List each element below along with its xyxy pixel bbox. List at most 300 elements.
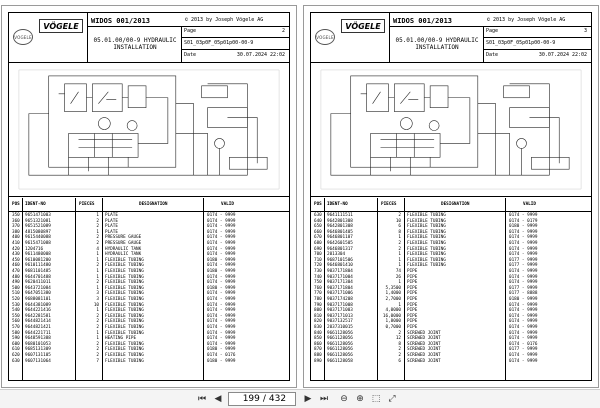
cell-pos: 850 (314, 336, 322, 342)
cell-designation: FLEXIBLE TUBING (105, 269, 144, 274)
cell-ident-no: 9641111511 (327, 213, 353, 218)
cell-valid: 0174 - 9999 (207, 263, 236, 269)
cell-pos: 660 (314, 229, 322, 235)
cell-ident-no: 9615471088 (25, 241, 51, 246)
page-separator: / (262, 394, 266, 404)
cell-pieces: 0,7000 (385, 325, 401, 330)
cell-valid: 0174 - 9999 (207, 246, 236, 252)
cell-pieces: 1 (96, 308, 99, 314)
cell-ident-no: 9611480008 (25, 252, 51, 258)
doc-code: S01_03p0F_05p01p00-00-9 (486, 40, 556, 46)
cell-pieces: 1,4000 (385, 291, 401, 297)
cell-pos: 350 (12, 213, 20, 218)
cell-valid: 0174 - 9999 (509, 302, 538, 308)
cell-designation: FLEXIBLE TUBING (105, 263, 144, 269)
cell-pieces: 2 (96, 319, 99, 325)
cell-designation: PIPE (407, 291, 418, 297)
cell-pos: 790 (314, 302, 322, 308)
cell-ident-no: 9661128056 (327, 330, 353, 336)
cell-designation: PLATE (105, 224, 118, 230)
cell-designation: FLEXIBLE TUBING (407, 246, 446, 252)
col-pieces: PIECES (381, 202, 397, 207)
document-page-right (303, 5, 599, 388)
cell-pieces: 8 (398, 341, 401, 347)
cell-ident-no: 9688081101 (25, 297, 51, 302)
page-frame (310, 12, 592, 381)
cell-pieces: 5,3500 (385, 285, 401, 291)
cell-pieces: 6 (398, 358, 401, 364)
cell-pos: 770 (314, 291, 322, 297)
cell-pieces: 2 (398, 347, 401, 353)
cell-ident-no: 9615440088 (25, 235, 51, 241)
cell-valid: 0174 - 9999 (207, 224, 236, 230)
cell-ident-no: 9037171004 (327, 274, 353, 280)
page-indicator (228, 392, 296, 406)
cell-pos: 800 (314, 308, 322, 314)
cell-designation: FLEXIBLE TUBING (105, 274, 144, 280)
cell-valid: 0174 - 9999 (207, 213, 236, 218)
cell-valid: 0174 - 9999 (207, 341, 236, 347)
cell-valid: 0180 - 9999 (509, 224, 538, 230)
section-title: 05.01.00/00-9 HYDRAULIC INSTALLATION (93, 37, 177, 51)
cell-pieces: 1 (96, 257, 99, 263)
cell-ident-no: 9643721084 (25, 285, 51, 291)
page-frame (8, 12, 290, 381)
cell-pieces: 10 (93, 302, 99, 308)
cell-ident-no: 9646801410 (327, 263, 353, 269)
cell-pieces: 2 (96, 263, 99, 269)
brand-logo (341, 19, 385, 33)
cell-pos: 720 (314, 263, 322, 269)
cell-pieces: 2 (96, 241, 99, 246)
cell-designation: FLEXIBLE TUBING (105, 280, 144, 286)
copyright: © 2013 by Joseph Vögele AG (487, 17, 566, 23)
cell-designation: PIPE (407, 319, 418, 325)
cell-valid: 0174 - 9999 (509, 330, 538, 336)
cell-pos: 510 (12, 291, 20, 297)
date-value: 30.07.2024 (236, 52, 267, 58)
cell-valid: 0180 - 9999 (207, 257, 236, 263)
cell-pos: 490 (12, 280, 20, 286)
cell-ident-no: 9661128058 (327, 358, 353, 364)
cell-pos: 680 (314, 241, 322, 246)
cell-pos: 630 (314, 213, 322, 218)
cell-valid: 0174 - 9999 (509, 280, 538, 286)
cell-pos: 820 (314, 319, 322, 325)
cell-ident-no: 9651521089 (25, 224, 51, 230)
cell-ident-no: 9680101053 (25, 341, 51, 347)
cell-ident-no: 9642281581 (25, 313, 51, 319)
cell-designation: FLEXIBLE TUBING (407, 213, 446, 218)
cell-pieces: 7 (96, 358, 99, 364)
cell-pos: 640 (314, 218, 322, 224)
cell-designation: PRESSURE GAUGE (105, 235, 142, 241)
cell-pos: 780 (314, 297, 322, 302)
cell-valid: 0174 - 9999 (207, 235, 236, 241)
fit-page-icon[interactable]: ⬚ (371, 394, 381, 404)
cell-designation: FLEXIBLE TUBING (407, 263, 446, 269)
cell-pieces: 4,0000 (385, 308, 401, 314)
cell-designation: FLEXIBLE TUBING (407, 252, 446, 258)
cell-designation: PIPE (407, 269, 418, 274)
cell-pieces: 2 (398, 246, 401, 252)
cell-valid: 0174 - 9999 (509, 353, 538, 358)
cell-ident-no: 9648591388 (25, 336, 51, 342)
cell-pos: 610 (12, 347, 20, 353)
cell-valid: 0174 - 0179 (509, 218, 538, 224)
cell-pieces: 1 (398, 257, 401, 263)
cell-designation: FLEXIBLE TUBING (105, 285, 144, 291)
cell-valid: 0174 - 9999 (207, 274, 236, 280)
col-ident-no: IDENT-NO (327, 202, 348, 207)
fullscreen-icon[interactable]: ⤢ (388, 394, 396, 404)
cell-designation: FLEXIBLE TUBING (105, 325, 144, 330)
cell-designation: PIPE (407, 308, 418, 314)
cell-ident-no: 9646801317 (327, 246, 353, 252)
cell-designation: FLEXIBLE TUBING (105, 291, 144, 297)
cell-valid: 0174 - 9999 (207, 229, 236, 235)
zoom-out-icon[interactable]: ⊖ (340, 394, 348, 404)
cell-pieces: 16,0000 (382, 313, 401, 319)
cell-pos: 600 (12, 341, 20, 347)
doc-code: S01_03p0F_05p01p00-00-9 (184, 40, 254, 46)
cell-designation: PIPE (407, 285, 418, 291)
page-label: Page (184, 28, 197, 34)
cell-designation: FLEXIBLE TUBING (407, 235, 446, 241)
cell-valid: 0177 - 9999 (509, 285, 538, 291)
cell-ident-no: 4815080897 (25, 229, 51, 235)
cell-valid: 0180 - 9999 (207, 358, 236, 364)
cell-ident-no: 9620411011 (25, 280, 51, 286)
cell-ident-no: 9037171013 (327, 313, 353, 319)
cell-designation: FLEXIBLE TUBING (105, 353, 144, 358)
cell-pieces: 2 (96, 313, 99, 319)
prev-page-icon[interactable]: ◀ (214, 394, 222, 404)
cell-valid: 0174 - 9999 (207, 325, 236, 330)
parts-table (311, 198, 591, 380)
cell-ident-no: 9644381089 (25, 302, 51, 308)
cell-valid: 0174 - 9999 (207, 291, 236, 297)
cell-ident-no: 9610111480 (25, 263, 51, 269)
cell-ident-no: 9661128056 (327, 347, 353, 353)
cell-valid: 0177 - 9999 (509, 257, 538, 263)
cell-ident-no: 9661128056 (327, 353, 353, 358)
col-ident-no: IDENT-NO (25, 202, 46, 207)
cell-pos: 470 (12, 269, 20, 274)
cell-designation: FLEXIBLE TUBING (105, 347, 144, 353)
cell-pos: 750 (314, 280, 322, 286)
cell-valid: 0174 - 9999 (207, 336, 236, 342)
cell-valid: 0174 - 0176 (509, 341, 538, 347)
cell-pos: 570 (12, 325, 20, 330)
page-meta (181, 26, 289, 62)
copyright: © 2013 by Joseph Vögele AG (185, 17, 264, 23)
doc-title: WIDOS 001/2013 (91, 17, 151, 25)
cell-pieces: 3 (96, 291, 99, 297)
cell-pos: 530 (12, 302, 20, 308)
cell-pos: 460 (12, 263, 20, 269)
col-designation: DESIGNATION (441, 202, 470, 207)
cell-designation: FLEXIBLE TUBING (407, 229, 446, 235)
brand-text: VÖGELE (43, 21, 79, 31)
cell-pieces: 8 (398, 229, 401, 235)
cell-pos: 480 (12, 274, 20, 280)
cell-ident-no: 9037171304 (327, 280, 353, 286)
cell-pieces: 1,8000 (385, 319, 401, 325)
cell-pos: 670 (314, 235, 322, 241)
seal-text: VOGELE (316, 34, 334, 40)
cell-pieces: 1 (96, 229, 99, 235)
cell-pos: 540 (12, 308, 20, 314)
cell-ident-no: 9651471003 (25, 213, 51, 218)
cell-designation: PIPE (407, 280, 418, 286)
cell-designation: SCREWED JOINT (407, 358, 441, 364)
table-header (9, 198, 289, 212)
cell-valid: 0174 - 9999 (207, 241, 236, 246)
cell-ident-no: 9687101506 (327, 257, 353, 263)
cell-ident-no: 9037171804 (327, 269, 353, 274)
cell-pieces: 74 (395, 269, 401, 274)
cell-pieces: 26 (395, 274, 401, 280)
cell-designation: FLEXIBLE TUBING (105, 358, 144, 364)
page-meta (483, 26, 591, 62)
col-designation: DESIGNATION (139, 202, 168, 207)
next-page-icon[interactable]: ▶ (304, 394, 312, 404)
cell-pos: 410 (12, 241, 20, 246)
cell-ident-no: 9607131064 (25, 358, 51, 364)
cell-ident-no: 9651321081 (25, 218, 51, 224)
cell-pos: 880 (314, 353, 322, 358)
cell-pos: 840 (314, 330, 322, 336)
cell-pos: 810 (314, 313, 322, 319)
cell-pos: 580 (12, 330, 20, 336)
cell-valid: 0174 - 9999 (207, 330, 236, 336)
cell-pieces: 1 (398, 252, 401, 258)
cell-pos: 890 (314, 358, 322, 364)
cell-pieces: 2 (96, 341, 99, 347)
cell-ident-no: 9647051380 (25, 291, 51, 297)
cell-pieces: 2 (96, 218, 99, 224)
cell-pieces: 1 (96, 252, 99, 258)
cell-ident-no: 9646801107 (327, 235, 353, 241)
cell-pos: 830 (314, 325, 322, 330)
cell-pieces: 2 (96, 280, 99, 286)
cell-designation: PIPE (407, 302, 418, 308)
cell-designation: SCREWED JOINT (407, 353, 441, 358)
page-header (9, 13, 289, 63)
table-body (311, 213, 591, 380)
cell-valid: 0174 - 9999 (509, 358, 538, 364)
cell-designation: FLEXIBLE TUBING (407, 218, 446, 224)
section-title: 05.01.00/00-9 HYDRAULIC INSTALLATION (395, 37, 479, 51)
col-pos: POS (314, 202, 322, 207)
cell-ident-no: 9642601505 (327, 241, 353, 246)
cell-designation: PIPE (407, 297, 418, 302)
cell-pieces: 3 (96, 297, 99, 302)
cell-valid: 0174 - 9999 (509, 241, 538, 246)
cell-pieces: 2 (398, 330, 401, 336)
cell-pos: 360 (12, 218, 20, 224)
cell-valid: 0174 - 9999 (207, 218, 236, 224)
cell-designation: FLEXIBLE TUBING (105, 330, 144, 336)
total-pages: 432 (268, 394, 287, 404)
page-label: Page (486, 28, 499, 34)
cell-valid: 0174 - 9999 (509, 269, 538, 274)
cell-pieces: 1 (96, 274, 99, 280)
cell-pos: 710 (314, 257, 322, 263)
cell-valid: 0174 - 9999 (509, 229, 538, 235)
brand-logo (39, 19, 83, 33)
cell-ident-no: 2037310015 (327, 325, 353, 330)
cell-pieces: 1 (96, 213, 99, 218)
col-valid: VALID (523, 202, 536, 207)
cell-pos: 500 (12, 285, 20, 291)
cell-valid: 0177 - 8888 (509, 291, 538, 297)
cell-ident-no: 9037174208 (327, 297, 353, 302)
cell-pieces: 2 (96, 353, 99, 358)
zoom-in-icon[interactable]: ⊕ (356, 394, 364, 404)
cell-pieces: 1 (398, 235, 401, 241)
cell-pos: 590 (12, 336, 20, 342)
cell-valid: 0174 - 9999 (509, 325, 538, 330)
cell-valid: 0174 - 0176 (207, 353, 236, 358)
cell-designation: PRESSURE GAUGE (105, 241, 142, 246)
cell-designation: FLEXIBLE TUBING (407, 224, 446, 230)
cell-valid: 0174 - 9999 (207, 252, 236, 258)
cell-pos: 450 (12, 257, 20, 263)
cell-valid: 0174 - 9999 (509, 246, 538, 252)
cell-valid: 0174 - 9999 (207, 313, 236, 319)
cell-designation: SCREWED JOINT (407, 347, 441, 353)
cell-pieces: 2 (96, 325, 99, 330)
cell-designation: FLEXIBLE TUBING (105, 302, 144, 308)
cell-pos: 560 (12, 319, 20, 325)
cell-ident-no: 9642801308 (327, 224, 353, 230)
cell-designation: FLEXIBLE TUBING (105, 313, 144, 319)
cell-designation: SCREWED JOINT (407, 341, 441, 347)
cell-valid: 0174 - 9999 (509, 336, 538, 342)
cell-pieces: 2 (398, 213, 401, 218)
cell-pieces: 2 (398, 353, 401, 358)
schematic-drawing (9, 64, 289, 196)
cell-pos: 760 (314, 285, 322, 291)
schematic-drawing (311, 64, 591, 196)
seal-text: VOGELE (14, 34, 32, 40)
current-page-input[interactable] (238, 393, 260, 405)
page-number: 2 (281, 28, 285, 34)
cell-valid: 0177 - 9999 (509, 263, 538, 269)
cell-valid: 0180 - 9999 (207, 347, 236, 353)
cell-pos: 630 (12, 358, 20, 364)
date-value: 30.07.2024 (538, 52, 569, 58)
cell-designation: FLEXIBLE TUBING (105, 319, 144, 325)
cell-ident-no: 9644821414 (25, 319, 51, 325)
cell-ident-no: 9037171804 (327, 285, 353, 291)
cell-ident-no: 9037171008 (327, 302, 353, 308)
time-value: 22:02 (269, 52, 285, 58)
cell-designation: PLATE (105, 213, 118, 218)
cell-designation: PIPE (407, 313, 418, 319)
cell-designation: FLEXIBLE TUBING (105, 257, 144, 263)
cell-pieces: 12 (395, 336, 401, 342)
cell-pos: 420 (12, 246, 20, 252)
cell-valid: 0180 - 9999 (207, 269, 236, 274)
date-label: Date (486, 52, 499, 58)
cell-valid: 0174 - 9999 (207, 308, 236, 314)
cell-pieces: 1 (398, 302, 401, 308)
table-row (311, 359, 591, 365)
doc-title: WIDOS 001/2013 (393, 17, 453, 25)
cell-pieces: 1 (398, 280, 401, 286)
cell-pos: 860 (314, 341, 322, 347)
cell-ident-no: 9037171003 (327, 308, 353, 314)
cell-valid: 0174 - 9999 (207, 297, 236, 302)
last-page-icon[interactable]: ⏭ (319, 394, 329, 404)
cell-valid: 0180 - 9999 (207, 285, 236, 291)
cell-ident-no: 9685131309 (25, 347, 51, 353)
cell-pieces: 6 (398, 224, 401, 230)
cell-ident-no: 9644221711 (25, 330, 51, 336)
cell-pieces: 2,7000 (385, 297, 401, 302)
cell-pos: 650 (314, 224, 322, 230)
cell-pos: 370 (12, 224, 20, 230)
cell-pos: 620 (12, 353, 20, 358)
cell-ident-no: 9644821421 (25, 325, 51, 330)
cell-designation: SCREWED JOINT (407, 336, 441, 342)
cell-pieces: 2 (96, 347, 99, 353)
cell-ident-no: 9661128056 (327, 341, 353, 347)
company-seal-logo (315, 29, 335, 45)
cell-ident-no: 9037132517 (327, 319, 353, 325)
cell-pos: 870 (314, 347, 322, 353)
hydraulic-schematic (311, 64, 591, 197)
cell-pieces: 1 (398, 263, 401, 269)
cell-ident-no: 9610081200 (25, 257, 51, 263)
col-pos: POS (12, 202, 20, 207)
cell-designation: FLEXIBLE TUBING (105, 297, 144, 302)
cell-pieces: 2 (96, 235, 99, 241)
cell-designation: HYDRAULIC TANK (105, 252, 142, 258)
cell-ident-no: 9646801405 (327, 229, 353, 235)
cell-valid: 0174 - 9999 (207, 319, 236, 325)
first-page-icon[interactable]: ⏮ (197, 394, 207, 404)
cell-pos: 550 (12, 313, 20, 319)
cell-valid: 0174 - 9999 (509, 319, 538, 325)
cell-pieces: 1 (96, 330, 99, 336)
cell-valid: 0174 - 9999 (509, 313, 538, 319)
cell-ident-no: 9642801308 (327, 218, 353, 224)
cell-ident-no: 9644701488 (25, 274, 51, 280)
cell-pieces: 1 (96, 336, 99, 342)
cell-designation: PIPE (407, 274, 418, 280)
cell-ident-no: 1204716 (25, 246, 44, 252)
cell-valid: 0174 - 9999 (207, 302, 236, 308)
company-seal-logo (13, 29, 33, 45)
cell-designation: FLEXIBLE TUBING (105, 341, 144, 347)
cell-pos: 740 (314, 274, 322, 280)
cell-designation: HYDRAULIC TANK (105, 246, 142, 252)
cell-designation: SCREWED JOINT (407, 330, 441, 336)
document-page-left (1, 5, 297, 388)
brand-text: VÖGELE (345, 21, 381, 31)
col-valid: VALID (221, 202, 234, 207)
cell-designation: PIPE (407, 325, 418, 330)
table-body (9, 213, 289, 380)
cell-valid: 0180 - 9999 (509, 297, 538, 302)
cell-pos: 520 (12, 297, 20, 302)
cell-valid: 0174 - 9999 (509, 308, 538, 314)
table-header (311, 198, 591, 212)
